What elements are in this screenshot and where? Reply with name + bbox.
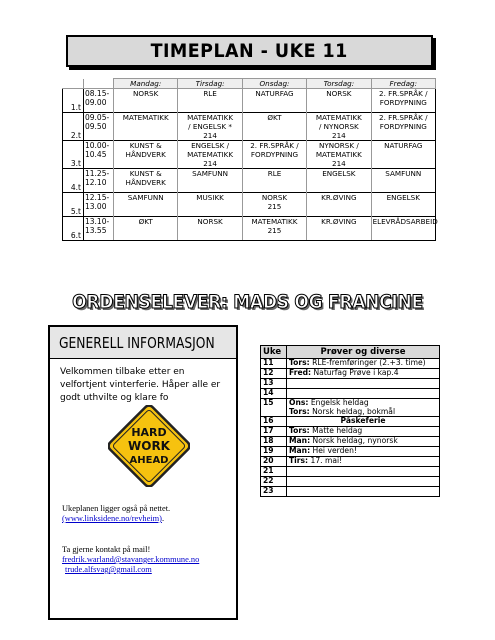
sign-line-3: AHEAD [129,455,169,466]
sign-line-2: WORK [128,439,170,453]
subject-cell: NATURFAG [242,89,306,113]
period-time: 09.05- 09.50 [84,113,114,141]
subject-cell: NATURFAG [371,141,435,169]
day-label: Man: [289,446,311,455]
week-number: 11 [261,359,287,369]
test-entry [287,437,440,447]
period-number: 3.t [63,141,84,169]
timetable [62,78,436,274]
test-entry [287,399,440,417]
period-time: 11.25- 12.10 [84,169,114,193]
week-number: 20 [261,457,287,467]
tests-row [261,467,440,477]
subject-cell: SAMFUNN [371,169,435,193]
tests-row [261,389,440,399]
class-monitors-heading: ORDENSELEVER: MADS OG FRANCINE [72,291,423,313]
subject-cell: ØKT [114,217,178,241]
day-label: Tors: [289,358,310,367]
tests-row [261,487,440,497]
subject-cell: KR.ØVING [307,193,371,217]
subject-cell: MATEMATIKK / ENGELSK * 214 [178,113,242,141]
day-header-wednesday: Onsdag: [242,79,306,89]
general-info-heading: GENERELL INFORMASJON [50,327,236,359]
timetable-row [63,193,436,217]
day-label: Tors: [289,406,310,416]
subject-cell: ELEVRÅDSARBEID [371,217,435,241]
test-description: RLE-fremføringer (2.+3. time) [309,358,426,367]
test-description: Hei verden! [310,446,357,455]
holiday-label: Påskeferie [340,416,386,425]
tests-row [261,399,440,417]
plan-online-text: Ukeplanen ligger også på nettet. (www.linksidene.no/revheim). [62,504,171,523]
test-description: Engelsk heldag [308,398,369,407]
week-number: 17 [261,427,287,437]
subject-cell: SAMFUNN [178,169,242,193]
tests-row [261,359,440,369]
contact-text: Ta gjerne kontakt på mail! [62,545,151,554]
test-description: Matte heldag [309,426,363,435]
subject-cell: SAMFUNN [114,193,178,217]
subject-cell: 2. FR.SPRÅK / FORDYPNING [371,89,435,113]
tests-row [261,427,440,437]
tests-row [261,417,440,427]
subject-cell: 2. FR.SPRÅK / FORDYPNING [242,141,306,169]
week-number: 22 [261,477,287,487]
subject-cell: MATEMATIKK [114,113,178,141]
test-entry [287,389,440,399]
subject-cell: ENGELSK [307,169,371,193]
day-label: Ons: [289,398,309,407]
subject-cell: KR.ØVING [307,217,371,241]
day-header-thursday: Torsdag: [307,79,371,89]
subject-cell: NORSK [178,217,242,241]
period-number: 6.t [63,217,84,241]
test-entry [287,467,440,477]
plan-website-link[interactable]: (www.linksidene.no/revheim) [62,514,162,523]
subject-cell: ØKT [242,113,306,141]
day-header-monday: Mandag: [114,79,178,89]
test-entry [287,417,440,427]
timetable-row [63,89,436,113]
test-description: Norsk heldag, bokmål [309,406,396,416]
week-number: 18 [261,437,287,447]
week-number: 14 [261,389,287,399]
tests-header-week: Uke [261,346,287,359]
timetable-row [63,113,436,141]
day-header-tuesday: Tirsdag: [178,79,242,89]
test-entry [287,447,440,457]
test-entry [287,369,440,379]
test-entry [287,477,440,487]
test-description: Norsk heldag, nynorsk [310,436,398,445]
week-number: 12 [261,369,287,379]
tests-row [261,379,440,389]
week-number: 19 [261,447,287,457]
timetable-row [63,141,436,169]
tests-header-title: Prøver og diverse [287,346,440,359]
tests-row [261,437,440,447]
email-link-trude[interactable]: trude.alfsvag@gmail.com [65,565,152,574]
test-entry [287,487,440,497]
period-time: 13.10- 13.55 [84,217,114,241]
subject-cell: 2. FR.SPRÅK / FORDYPNING [371,113,435,141]
subject-cell: NYNORSK / MATEMATIKK 214 [307,141,371,169]
contact-block [62,545,199,575]
subject-cell: MATEMATIKK / NYNORSK 214 [307,113,371,141]
day-header-friday: Fredag: [371,79,435,89]
test-description: 17. mai! [308,456,343,465]
day-label: Fred: [289,368,312,377]
period-time: 10.00- 10.45 [84,141,114,169]
week-number: 13 [261,379,287,389]
week-number: 21 [261,467,287,477]
general-info-panel [48,325,238,620]
subject-cell: RLE [178,89,242,113]
test-entry [287,427,440,437]
subject-cell: ENGELSK / MATEMATIKK 214 [178,141,242,169]
subject-cell: KUNST & HÅNDVERK [114,141,178,169]
test-entry [287,457,440,467]
subject-cell: NORSK 215 [242,193,306,217]
week-number: 16 [261,417,287,427]
test-description: Naturfag Prøve i kap.4 [311,368,399,377]
week-number: 23 [261,487,287,497]
tests-table [260,345,440,497]
period-number: 4.t [63,169,84,193]
tests-row [261,369,440,379]
period-number: 2.t [63,113,84,141]
period-number: 5.t [63,193,84,217]
period-number: 1.t [63,89,84,113]
email-link-fredrik[interactable]: fredrik.warland@stavanger.kommune.no [62,555,200,564]
test-entry [287,359,440,369]
period-time: 08.15- 09.00 [84,89,114,113]
day-label: Tors: [289,426,310,435]
timetable-row [63,169,436,193]
tests-row [261,477,440,487]
period-time: 12.15- 13.00 [84,193,114,217]
subject-cell: RLE [242,169,306,193]
test-entry [287,379,440,389]
subject-cell: NORSK [114,89,178,113]
welcome-text: Velkommen tilbake etter en velfortjent vinterferie. Håper alle er godt uthvilte og klare fo [60,367,221,403]
day-label: Man: [289,436,311,445]
subject-cell: KUNST & HÅNDVERK [114,169,178,193]
subject-cell: MATEMATIKK 215 [242,217,306,241]
page-title: TIMEPLAN - UKE 11 [150,40,349,62]
sign-line-1: HARD [131,426,167,439]
day-label: Tirs: [289,456,309,465]
timetable-row [63,217,436,241]
tests-row [261,457,440,467]
week-number: 15 [261,399,287,417]
page-title-banner [66,35,433,67]
tests-row [261,447,440,457]
subject-cell: MUSIKK [178,193,242,217]
subject-cell: NORSK [307,89,371,113]
subject-cell: ENGELSK [371,193,435,217]
hard-work-ahead-sign-icon [108,405,190,487]
